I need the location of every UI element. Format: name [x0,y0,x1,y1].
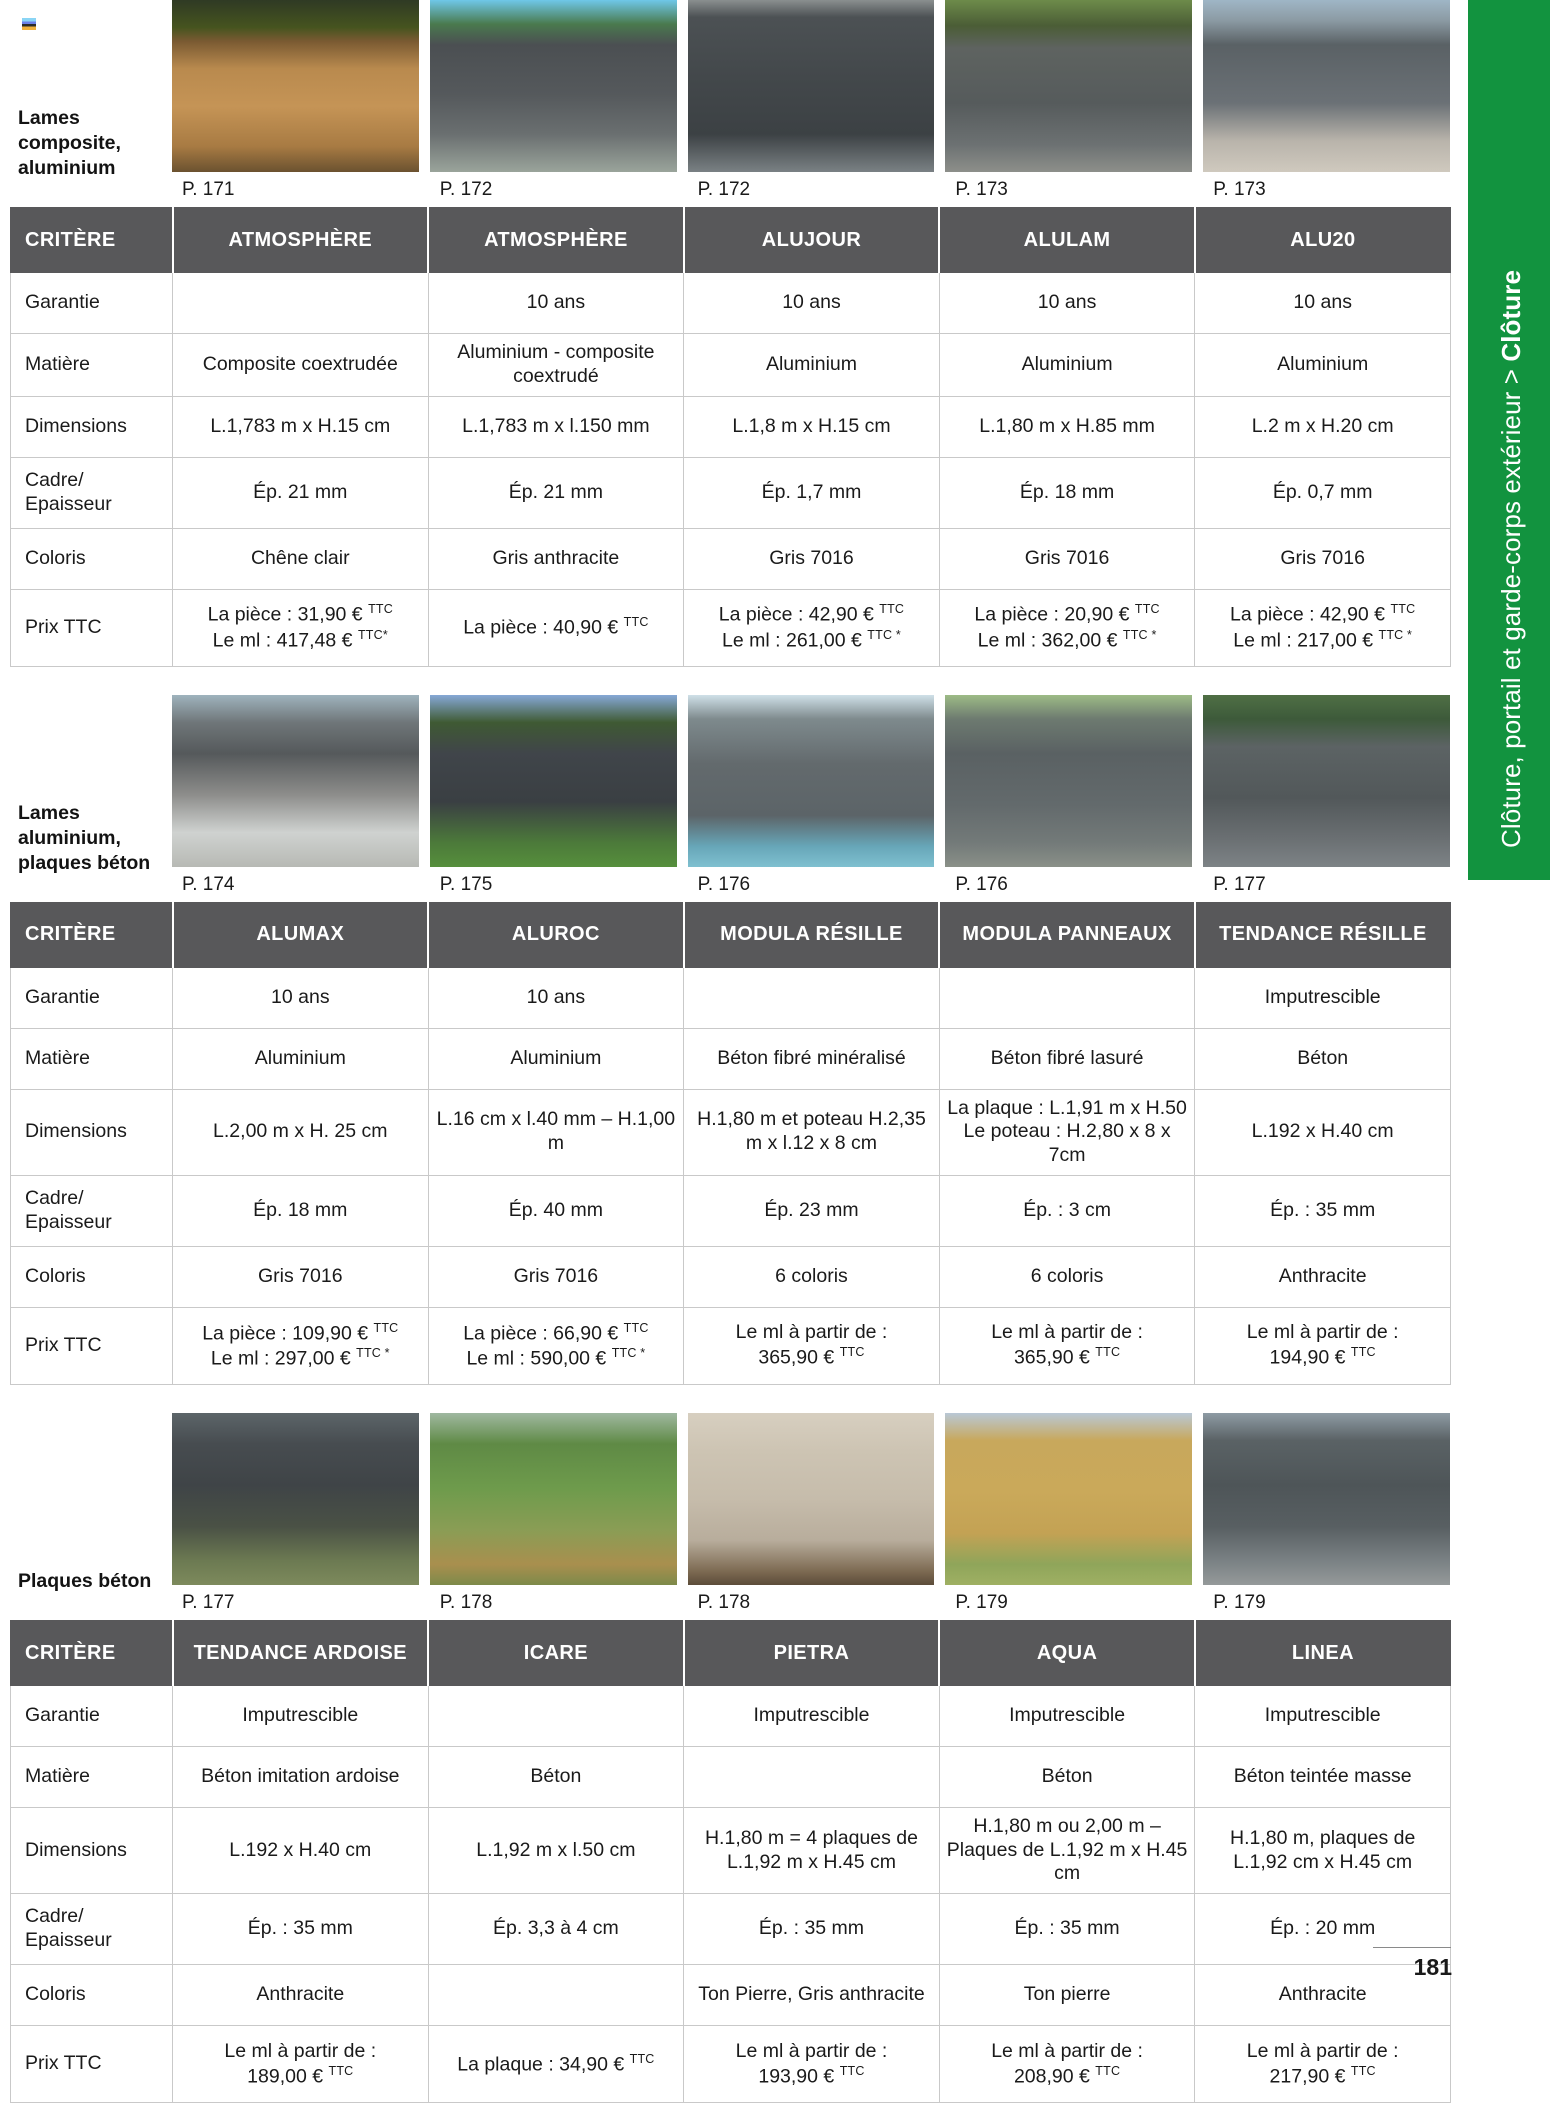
page-reference[interactable]: P. 176 [955,873,1008,895]
table-header-product: ICARE [428,1620,684,1685]
product-photo [945,695,1192,867]
page-reference[interactable]: P. 179 [955,1591,1008,1613]
ttc-marker: TTC [1095,2063,1121,2078]
table-cell [684,967,940,1028]
page-reference[interactable]: P. 172 [697,179,751,200]
table-header-product: ALUMAX [173,902,429,967]
table-row [11,1246,1451,1307]
price-line: La pièce : 42,90 € $^{TTC}$ [718,602,905,626]
table-cell: 10 ans [428,967,684,1028]
ttc-marker: TTC [629,2051,655,2066]
product-section [10,0,1450,667]
price-line: Le ml à partir de : [991,1321,1143,1344]
table-header-product: MODULA RÉSILLE [684,902,940,967]
gallery-strip [10,1413,1450,1620]
row-label: Matière [11,1746,173,1807]
table-cell: L.1,80 m x H.85 mm [939,396,1195,457]
table-cell: H.1,80 m ou 2,00 m – Plaques de L.1,92 m x H.45 cm [939,1807,1195,1893]
ttc-marker: TTC * [611,1345,646,1360]
thumbnail-item [430,1413,677,1620]
table-cell: L.192 x H.40 cm [1195,1089,1451,1175]
table-row [11,1028,1451,1089]
table-header-criteria: CRITÈRE [11,1620,173,1685]
thumbnail-item [1203,695,1450,902]
product-photo [1203,1413,1450,1585]
price-cell [684,2026,940,2103]
row-label: Cadre/ Epaisseur [11,1894,173,1965]
ttc-marker: TTC [373,1320,399,1335]
ttc-marker: TTC [623,1320,649,1335]
price-cell [939,589,1195,666]
table-header-product: AQUA [939,1620,1195,1685]
thumbnail-item [172,695,419,902]
page-reference[interactable]: P. 177 [1213,873,1266,895]
thumbnail-item [172,1413,419,1620]
table-cell [428,1965,684,2026]
ttc-marker: TTC [839,1345,865,1360]
table-cell: 10 ans [428,273,684,334]
product-photo [430,1413,677,1585]
row-label: Dimensions [11,396,173,457]
table-row [11,589,1451,666]
table-cell: Béton [939,1746,1195,1807]
price-line: 208,90 € $^{TTC}$ [1013,2063,1121,2087]
table-cell: Ton pierre [939,1965,1195,2026]
product-photo [1203,695,1450,867]
page-reference[interactable]: P. 177 [182,1591,235,1613]
thumbnail-item [688,1413,935,1620]
table-cell: Ép. : 35 mm [939,1894,1195,1965]
table-header-product: ATMOSPHÈRE [428,208,684,273]
table-cell: Ép. 23 mm [684,1175,940,1246]
thumbnail-row [172,0,1450,207]
table-cell: La plaque : L.1,91 m x H.50 Le poteau : H.2,80 x 8 x 7cm [939,1089,1195,1175]
row-label: Prix TTC [11,1307,173,1384]
section-spacer [10,667,1450,695]
table-cell: Imputrescible [939,1685,1195,1746]
table-cell [428,1685,684,1746]
price-line: Le ml à partir de : [735,1321,888,1344]
price-line: La pièce : 40,90 € $^{TTC}$ [463,614,649,639]
row-label: Dimensions [11,1807,173,1893]
table-cell: Gris 7016 [684,528,940,589]
price-cell [428,1307,684,1384]
table-row [11,1685,1451,1746]
page-reference[interactable]: P. 178 [439,1591,493,1613]
page-number: 181 [1413,1954,1452,1980]
ttc-marker: TTC * [1378,627,1413,642]
product-photo [945,0,1192,172]
side-tab-current: Clôture [1496,269,1526,362]
table-row [11,457,1451,528]
price-cell [428,589,684,666]
table-header-product: TENDANCE RÉSILLE [1195,902,1451,967]
table-cell: Ép. 18 mm [939,457,1195,528]
table-header-criteria: CRITÈRE [11,208,173,273]
table-cell [939,967,1195,1028]
table-cell: 10 ans [939,273,1195,334]
table-cell [173,273,429,334]
price-line: La pièce : 109,90 € $^{TTC}$ [202,1320,399,1345]
product-photo [945,1413,1192,1585]
table-row [11,1089,1451,1175]
ttc-marker: TTC [1134,602,1160,617]
price-cell [1195,589,1451,666]
ttc-marker: TTC [623,614,649,629]
thumbnail-item [430,695,677,902]
table-cell: Ép. : 35 mm [173,1894,429,1965]
table-cell: Gris 7016 [173,1246,429,1307]
price-line: Le ml : 297,00 € $^{TTC *}$ [210,1345,390,1370]
product-photo [688,0,935,172]
table-row [11,334,1451,397]
table-header-product: ALUJOUR [684,208,940,273]
page-reference[interactable]: P. 178 [697,1591,751,1613]
table-cell: 6 coloris [684,1246,940,1307]
table-cell: Aluminium [173,1028,429,1089]
price-cell [173,2026,429,2103]
table-row [11,396,1451,457]
table-cell: L.16 cm x l.40 mm – H.1,00 m [428,1089,684,1175]
table-cell: Ép. 3,3 à 4 cm [428,1894,684,1965]
table-cell: L.2 m x H.20 cm [1195,396,1451,457]
price-line: La pièce : 42,90 € $^{TTC}$ [1229,602,1416,626]
price-line: Le ml : 261,00 € $^{TTC *}$ [722,627,901,652]
table-cell: Ép. 1,7 mm [684,457,940,528]
page-reference[interactable]: P. 171 [182,179,235,200]
price-line: Le ml : 362,00 € $^{TTC *}$ [977,627,1157,652]
row-label: Garantie [11,1685,173,1746]
gallery-strip [10,0,1450,207]
price-line: 365,90 € $^{TTC}$ [758,1345,865,1369]
page-reference[interactable]: P. 175 [439,873,493,895]
table-row [11,1965,1451,2026]
product-section [10,1413,1450,2103]
table-cell [684,1746,940,1807]
row-label: Cadre/ Epaisseur [11,1175,173,1246]
ttc-marker: TTC [1350,1345,1376,1360]
price-line: 365,90 € $^{TTC}$ [1013,1345,1121,1369]
ttc-marker: TTC [368,602,393,617]
price-line: La pièce : 31,90 € $^{TTC}$ [207,602,393,626]
table-row [11,1307,1451,1384]
price-line: Le ml : 417,48 € $^{TTC*}$ [212,627,388,652]
table-cell: H.1,80 m et poteau H.2,35 m x l.12 x 8 cm [684,1089,940,1175]
comparison-table [10,1620,1451,2103]
price-line: 193,90 € $^{TTC}$ [758,2063,865,2087]
product-photo [172,0,419,172]
row-label: Matière [11,1028,173,1089]
product-photo [1203,0,1450,172]
table-cell: 6 coloris [939,1246,1195,1307]
table-cell: H.1,80 m = 4 plaques de L.1,92 m x H.45 cm [684,1807,940,1893]
thumbnail-row [172,1413,1450,1620]
table-header-product: MODULA PANNEAUX [939,902,1195,967]
table-cell: Ép. : 3 cm [939,1175,1195,1246]
price-line: 194,90 € $^{TTC}$ [1269,1345,1376,1369]
table-cell: Aluminium [1195,334,1451,397]
row-label: Coloris [11,1246,173,1307]
product-photo [172,695,419,867]
table-cell: Ép. 40 mm [428,1175,684,1246]
product-photo [430,695,677,867]
table-header-product: ALULAM [939,208,1195,273]
gallery-category-label: Plaques béton [18,1569,152,1592]
table-cell: Béton imitation ardoise [173,1746,429,1807]
table-cell: Gris 7016 [939,528,1195,589]
price-cell [428,2026,684,2103]
gallery-strip [10,695,1450,902]
table-cell: Anthracite [173,1965,429,2026]
row-label: Matière [11,334,173,397]
price-line: 189,00 € $^{TTC}$ [247,2063,354,2087]
row-label: Prix TTC [11,2026,173,2103]
table-cell: Aluminium [684,334,940,397]
row-label: Garantie [11,273,173,334]
page-reference[interactable]: P. 179 [1213,1591,1266,1613]
price-line: Le ml à partir de : [1246,2039,1399,2062]
comparison-table [10,207,1451,667]
price-line: Le ml à partir de : [735,2039,888,2062]
table-cell: L.1,783 m x H.15 cm [173,396,429,457]
table-cell: Gris anthracite [428,528,684,589]
page-reference[interactable]: P. 173 [1213,179,1266,200]
thumbnail-item [688,0,935,207]
table-cell: Béton [1195,1028,1451,1089]
ttc-marker: TTC [1390,602,1416,617]
table-cell: Béton fibré minéralisé [684,1028,940,1089]
price-line: Le ml : 590,00 € $^{TTC *}$ [466,1345,646,1370]
price-cell [939,2026,1195,2103]
table-cell: Imputrescible [173,1685,429,1746]
price-line: La pièce : 20,90 € $^{TTC}$ [974,602,1160,626]
comparison-table [10,902,1451,1385]
price-line: 217,90 € $^{TTC}$ [1269,2063,1376,2087]
price-line: Le ml à partir de : [1246,1321,1399,1344]
table-header-product: PIETRA [684,1620,940,1685]
table-cell: Imputrescible [1195,1685,1451,1746]
table-cell: Ép. 21 mm [428,457,684,528]
table-cell: Imputrescible [1195,967,1451,1028]
price-line: Le ml : 217,00 € $^{TTC *}$ [1233,627,1413,652]
ttc-marker: TTC [879,602,905,617]
table-cell: Aluminium [939,334,1195,397]
ttc-marker: TTC [1095,1345,1121,1360]
ttc-marker: TTC [839,2063,865,2078]
thumbnail-item [172,0,419,207]
table-cell: L.1,783 m x l.150 mm [428,396,684,457]
table-cell: Ép. : 20 mm [1195,1894,1451,1965]
price-cell [173,1307,429,1384]
gallery-category-label: Lames aluminium, plaques béton [18,801,151,874]
row-label: Garantie [11,967,173,1028]
table-cell: 10 ans [173,967,429,1028]
page-reference[interactable]: P. 173 [955,179,1008,200]
page-reference[interactable]: P. 176 [697,873,751,895]
price-cell [1195,2026,1451,2103]
price-cell [684,589,940,666]
page-reference[interactable]: P. 172 [439,179,493,200]
thumbnail-item [945,1413,1192,1620]
table-header-product: ATMOSPHÈRE [173,208,429,273]
thumbnail-item [945,0,1192,207]
ttc-marker: TTC* [357,627,388,642]
table-cell: Ép. 18 mm [173,1175,429,1246]
table-row [11,1746,1451,1807]
product-photo [172,1413,419,1585]
thumbnail-item [1203,1413,1450,1620]
price-cell [684,1307,940,1384]
row-label: Dimensions [11,1089,173,1175]
thumbnail-item [688,695,935,902]
table-cell: Anthracite [1195,1965,1451,2026]
table-cell: Gris 7016 [1195,528,1451,589]
table-cell: Ép. : 35 mm [684,1894,940,1965]
footer-divider [1373,1947,1451,1948]
table-cell: 10 ans [1195,273,1451,334]
table-row [11,273,1451,334]
table-cell: Ép. : 35 mm [1195,1175,1451,1246]
table-header-product: TENDANCE ARDOISE [173,1620,429,1685]
product-section [10,695,1450,1385]
row-label: Coloris [11,528,173,589]
table-header-product: ALUROC [428,902,684,967]
table-cell: Imputrescible [684,1685,940,1746]
ttc-marker: TTC * [356,1345,390,1360]
table-cell: Gris 7016 [428,1246,684,1307]
table-cell: Ép. 21 mm [173,457,429,528]
side-tab-breadcrumb: Clôture, portail et garde-corps extérieur > [1496,361,1526,848]
table-row [11,1175,1451,1246]
price-cell [173,589,429,666]
table-header-product: LINEA [1195,1620,1451,1685]
thumbnail-item [430,0,677,207]
table-row [11,2026,1451,2103]
table-header-criteria: CRITÈRE [11,902,173,967]
table-row [11,1894,1451,1965]
section-spacer [10,1385,1450,1413]
gallery-category-label: Lames composite, aluminium [18,107,121,180]
price-line: Le ml à partir de : [991,2039,1143,2062]
table-row [11,528,1451,589]
table-cell: Composite coextrudée [173,334,429,397]
table-cell: L.2,00 m x H. 25 cm [173,1089,429,1175]
product-photo [430,0,677,172]
product-photo [688,695,935,867]
table-cell: Ép. 0,7 mm [1195,457,1451,528]
thumbnail-row [172,695,1450,902]
product-photo [688,1413,935,1585]
row-label: Cadre/ Epaisseur [11,457,173,528]
table-cell: Béton fibré lasuré [939,1028,1195,1089]
table-cell: L.1,8 m x H.15 cm [684,396,940,457]
ttc-marker: TTC * [867,627,901,642]
price-line: Le ml à partir de : [224,2039,377,2062]
section-side-tab [1468,0,1550,880]
ttc-marker: TTC * [1122,627,1157,642]
ttc-marker: TTC [1350,2063,1376,2078]
sections-container [10,0,1450,2103]
table-cell: L.192 x H.40 cm [173,1807,429,1893]
price-cell [939,1307,1195,1384]
thumbnail-item [945,695,1192,902]
table-cell: H.1,80 m, plaques de L.1,92 cm x H.45 cm [1195,1807,1451,1893]
table-cell: Anthracite [1195,1246,1451,1307]
table-row [11,1807,1451,1893]
table-cell: Aluminium - composite coextrudé [428,334,684,397]
table-cell: Ton Pierre, Gris anthracite [684,1965,940,2026]
table-row [11,967,1451,1028]
table-cell: Chêne clair [173,528,429,589]
side-tab-label [1496,270,1527,848]
thumbnail-item [1203,0,1450,207]
table-cell: 10 ans [684,273,940,334]
table-cell: L.1,92 m x l.50 cm [428,1807,684,1893]
table-header-product: ALU20 [1195,208,1451,273]
row-label: Prix TTC [11,589,173,666]
page-reference[interactable]: P. 174 [182,873,235,895]
price-line: La pièce : 66,90 € $^{TTC}$ [463,1320,649,1345]
table-cell: Béton teintée masse [1195,1746,1451,1807]
table-cell: Béton [428,1746,684,1807]
table-cell: Aluminium [428,1028,684,1089]
price-line: La plaque : 34,90 € $^{TTC}$ [457,2051,655,2076]
ttc-marker: TTC [328,2063,354,2078]
price-cell [1195,1307,1451,1384]
row-label: Coloris [11,1965,173,2026]
